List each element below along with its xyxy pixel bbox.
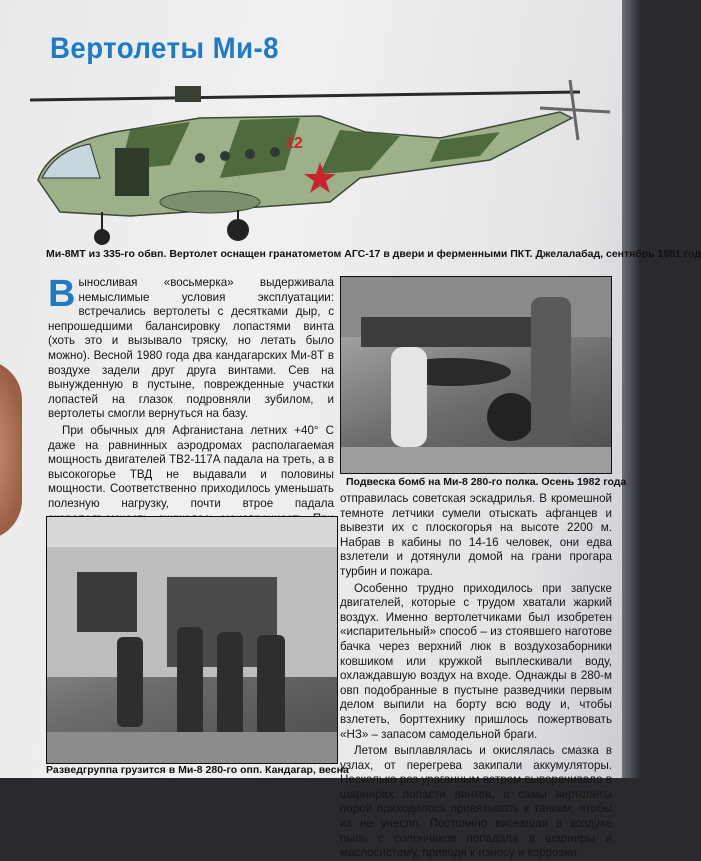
paragraph: Летом выплавлялась и окислялась смазка в узлах, от перегрева закипали аккумуляторы. Несколько раз ураганным ветром выворачивало в шарнирах лопасти винтов, а самы вертолеты порой приходилось привязывать к танкам, чтобы их не унесло. Постоянно висевшая в воздухе пыль с солончаков попадала в шарниры и маслосистему, приводя к износу и коррозии. (340, 744, 612, 860)
illustration-caption: Ми-8МТ из 335-го обвп. Вертолет оснащен гранатометом АГС-17 в двери и ферменными ПКТ. Джелалабад, сентябрь 1981 год (46, 248, 701, 260)
paragraph: отправилась советская эскадрилья. В кромешной темноте летчики сумели отыскать афганцев и вывезти их с плоскогорья на высоте 2200 м. Набрав в кабины по 14-16 человек, они едва взлетели и дотянули домой на грани прогара турбин и пожара. (340, 492, 612, 578)
thumb-holding-page (0, 360, 22, 540)
photo2-caption: Разведгруппа грузится в Ми-8 280-го опп. Кандагар, весна (46, 764, 349, 776)
fuel-tank (160, 191, 260, 213)
main-rotor-blade (30, 92, 580, 100)
rotor-hub (175, 86, 201, 102)
drop-cap: В (48, 273, 76, 315)
paragraph: Особенно трудно приходилось при запуске двигателей, которые с трудом хватали жаркий воздух. Именно вертолетчиками был изобретен «испарительный» способ – из стоявшего наготове бачка через верхний люк в воздухозаборники ковшиком или кружкой выплескивали воду, охлаждавшую воздух на входе. Однажды в 280-м овп подобранные в пустыне разведчики первым делом выпили на борту всю воду и, чтобы взлететь, борттехнику пришлось пожертвовать «НЗ» – запасом самодельной браги. (340, 581, 612, 741)
photo1-caption: Подвеска бомб на Ми-8 280-го полка. Осень 1982 года (346, 476, 627, 488)
book-spine (622, 0, 640, 778)
tail-number: 12 (285, 135, 303, 152)
tail-rotor (540, 80, 610, 140)
text-column-2 (340, 492, 612, 861)
photo-recon-group (46, 516, 338, 764)
cabin-door (115, 148, 149, 196)
photo-bomb-loading (340, 276, 612, 474)
article-title: Вертолеты Ми-8 (50, 32, 279, 65)
helicopter-illustration (20, 70, 620, 250)
paragraph: При обычных для Афганистана летних +40° С даже на равнинных аэродромах располагаемая мощность двигателей ТВ2-117А падала на треть, а в высокогорье ТВД не выдавали и половины мощности. Соответственно приходилось уменьшать полезную нагрузку, почти втрое падала (48, 423, 334, 510)
paragraph: Выносливая «восьмерка» выдерживала немыслимые условия эксплуатации: встречались вертолеты с десятками дыр, с непрошедшими балансировку лопастями винта (хоть это и вызывало тряску, но летать было можно). Весной 1980 года два кандагарских Ми-8Т в воздухе задели друг друга винтами. Сев на вынужденную в пустыне, поврежденные участки лопастей на глазок подровняли зубилом, и вертолеты смогли вернуться на базу. (48, 273, 334, 421)
